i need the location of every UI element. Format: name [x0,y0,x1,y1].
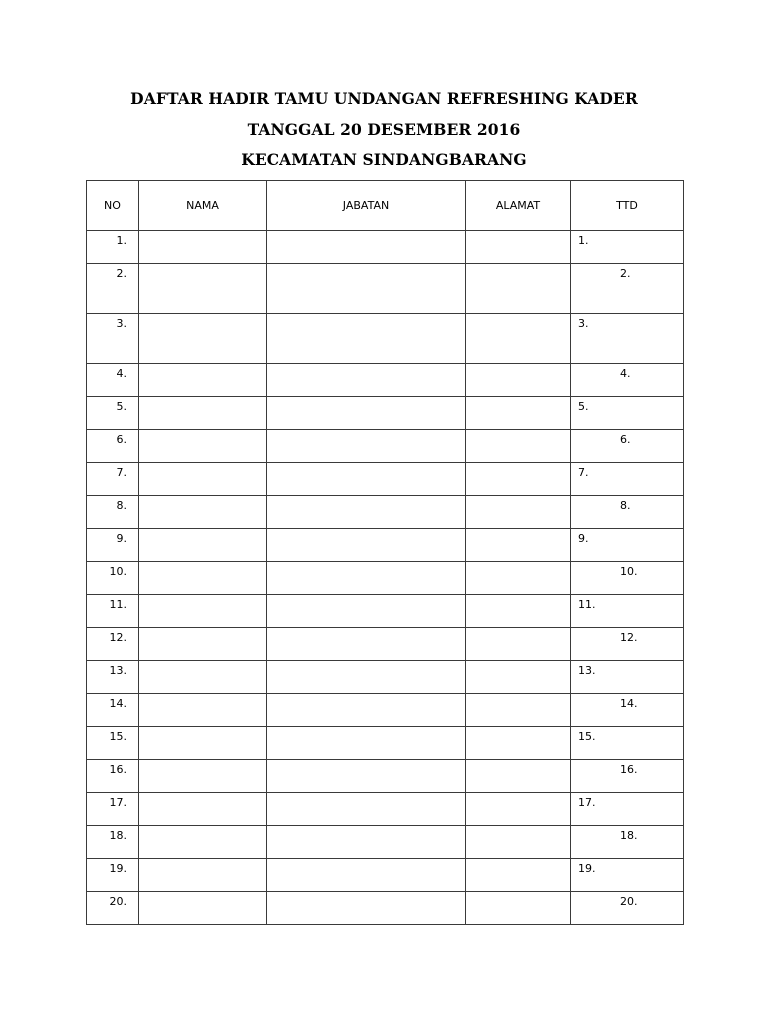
row-number: 13. [87,661,139,694]
jabatan-cell[interactable] [267,892,466,925]
jabatan-cell[interactable] [267,628,466,661]
ttd-signature-cell[interactable]: 11. [571,595,684,628]
row-number: 10. [87,562,139,595]
alamat-cell[interactable] [466,529,571,562]
row-number: 6. [87,430,139,463]
table-row [87,231,684,264]
jabatan-cell[interactable] [267,430,466,463]
ttd-signature-cell[interactable]: 12. [571,628,684,661]
nama-cell[interactable] [139,595,267,628]
ttd-signature-cell[interactable]: 1. [571,231,684,264]
ttd-signature-cell[interactable]: 16. [571,760,684,793]
ttd-signature-cell[interactable]: 5. [571,397,684,430]
table-row [87,314,684,364]
nama-cell[interactable] [139,760,267,793]
ttd-signature-cell[interactable]: 20. [571,892,684,925]
alamat-cell[interactable] [466,430,571,463]
nama-cell[interactable] [139,397,267,430]
alamat-cell[interactable] [466,562,571,595]
row-number: 8. [87,496,139,529]
alamat-cell[interactable] [466,314,571,364]
row-number: 18. [87,826,139,859]
jabatan-cell[interactable] [267,397,466,430]
nama-cell[interactable] [139,661,267,694]
jabatan-cell[interactable] [267,562,466,595]
ttd-signature-cell[interactable]: 8. [571,496,684,529]
alamat-cell[interactable] [466,231,571,264]
table-header-row [87,181,684,231]
jabatan-cell[interactable] [267,264,466,314]
alamat-cell[interactable] [466,496,571,529]
table-row [87,364,684,397]
header-nama: NAMA [139,181,267,231]
jabatan-cell[interactable] [267,529,466,562]
jabatan-cell[interactable] [267,661,466,694]
row-number: 17. [87,793,139,826]
table-row [87,760,684,793]
nama-cell[interactable] [139,496,267,529]
alamat-cell[interactable] [466,727,571,760]
nama-cell[interactable] [139,430,267,463]
table-row [87,628,684,661]
table-row [87,694,684,727]
table-row [87,727,684,760]
row-number: 1. [87,231,139,264]
table-row [87,529,684,562]
table-row [87,892,684,925]
nama-cell[interactable] [139,463,267,496]
ttd-signature-cell[interactable]: 4. [571,364,684,397]
alamat-cell[interactable] [466,595,571,628]
alamat-cell[interactable] [466,463,571,496]
jabatan-cell[interactable] [267,826,466,859]
row-number: 20. [87,892,139,925]
nama-cell[interactable] [139,364,267,397]
document-title: DAFTAR HADIR TAMU UNDANGAN REFRESHING KADER [130,89,638,108]
header-jabatan: JABATAN [267,181,466,231]
ttd-signature-cell[interactable]: 15. [571,727,684,760]
nama-cell[interactable] [139,694,267,727]
alamat-cell[interactable] [466,859,571,892]
jabatan-cell[interactable] [267,364,466,397]
row-number: 9. [87,529,139,562]
nama-cell[interactable] [139,529,267,562]
row-number: 19. [87,859,139,892]
row-number: 16. [87,760,139,793]
table-row [87,463,684,496]
jabatan-cell[interactable] [267,314,466,364]
header-ttd: TTD [571,181,684,231]
nama-cell[interactable] [139,231,267,264]
ttd-signature-cell[interactable]: 14. [571,694,684,727]
table-row [87,562,684,595]
row-number: 14. [87,694,139,727]
jabatan-cell[interactable] [267,463,466,496]
row-number: 3. [87,314,139,364]
ttd-signature-cell[interactable]: 18. [571,826,684,859]
alamat-cell[interactable] [466,694,571,727]
alamat-cell[interactable] [466,397,571,430]
table-row [87,826,684,859]
ttd-signature-cell[interactable]: 17. [571,793,684,826]
table-row [87,430,684,463]
row-number: 4. [87,364,139,397]
jabatan-cell[interactable] [267,496,466,529]
ttd-signature-cell[interactable]: 13. [571,661,684,694]
header-alamat: ALAMAT [466,181,571,231]
row-number: 11. [87,595,139,628]
ttd-signature-cell[interactable]: 7. [571,463,684,496]
nama-cell[interactable] [139,562,267,595]
row-number: 12. [87,628,139,661]
alamat-cell[interactable] [466,364,571,397]
table-row [87,661,684,694]
ttd-signature-cell[interactable]: 3. [571,314,684,364]
document-district: KECAMATAN SINDANGBARANG [241,150,527,169]
alamat-cell[interactable] [466,793,571,826]
table-row [87,859,684,892]
row-number: 15. [87,727,139,760]
jabatan-cell[interactable] [267,694,466,727]
ttd-signature-cell[interactable]: 2. [571,264,684,314]
ttd-signature-cell[interactable]: 9. [571,529,684,562]
jabatan-cell[interactable] [267,859,466,892]
alamat-cell[interactable] [466,264,571,314]
jabatan-cell[interactable] [267,760,466,793]
alamat-cell[interactable] [466,760,571,793]
ttd-signature-cell[interactable]: 10. [571,562,684,595]
table-row [87,595,684,628]
nama-cell[interactable] [139,264,267,314]
alamat-cell[interactable] [466,628,571,661]
nama-cell[interactable] [139,859,267,892]
attendance-table [86,180,684,925]
nama-cell[interactable] [139,892,267,925]
row-number: 7. [87,463,139,496]
jabatan-cell[interactable] [267,727,466,760]
nama-cell[interactable] [139,727,267,760]
nama-cell[interactable] [139,826,267,859]
row-number: 2. [87,264,139,314]
document-date: TANGGAL 20 DESEMBER 2016 [247,120,521,139]
jabatan-cell[interactable] [267,793,466,826]
header-no: NO [87,181,139,231]
ttd-signature-cell[interactable]: 19. [571,859,684,892]
row-number: 5. [87,397,139,430]
table-row [87,793,684,826]
nama-cell[interactable] [139,314,267,364]
table-row [87,397,684,430]
table-row [87,496,684,529]
alamat-cell[interactable] [466,826,571,859]
table-row [87,264,684,314]
nama-cell[interactable] [139,628,267,661]
nama-cell[interactable] [139,793,267,826]
jabatan-cell[interactable] [267,595,466,628]
alamat-cell[interactable] [466,661,571,694]
alamat-cell[interactable] [466,892,571,925]
ttd-signature-cell[interactable]: 6. [571,430,684,463]
jabatan-cell[interactable] [267,231,466,264]
